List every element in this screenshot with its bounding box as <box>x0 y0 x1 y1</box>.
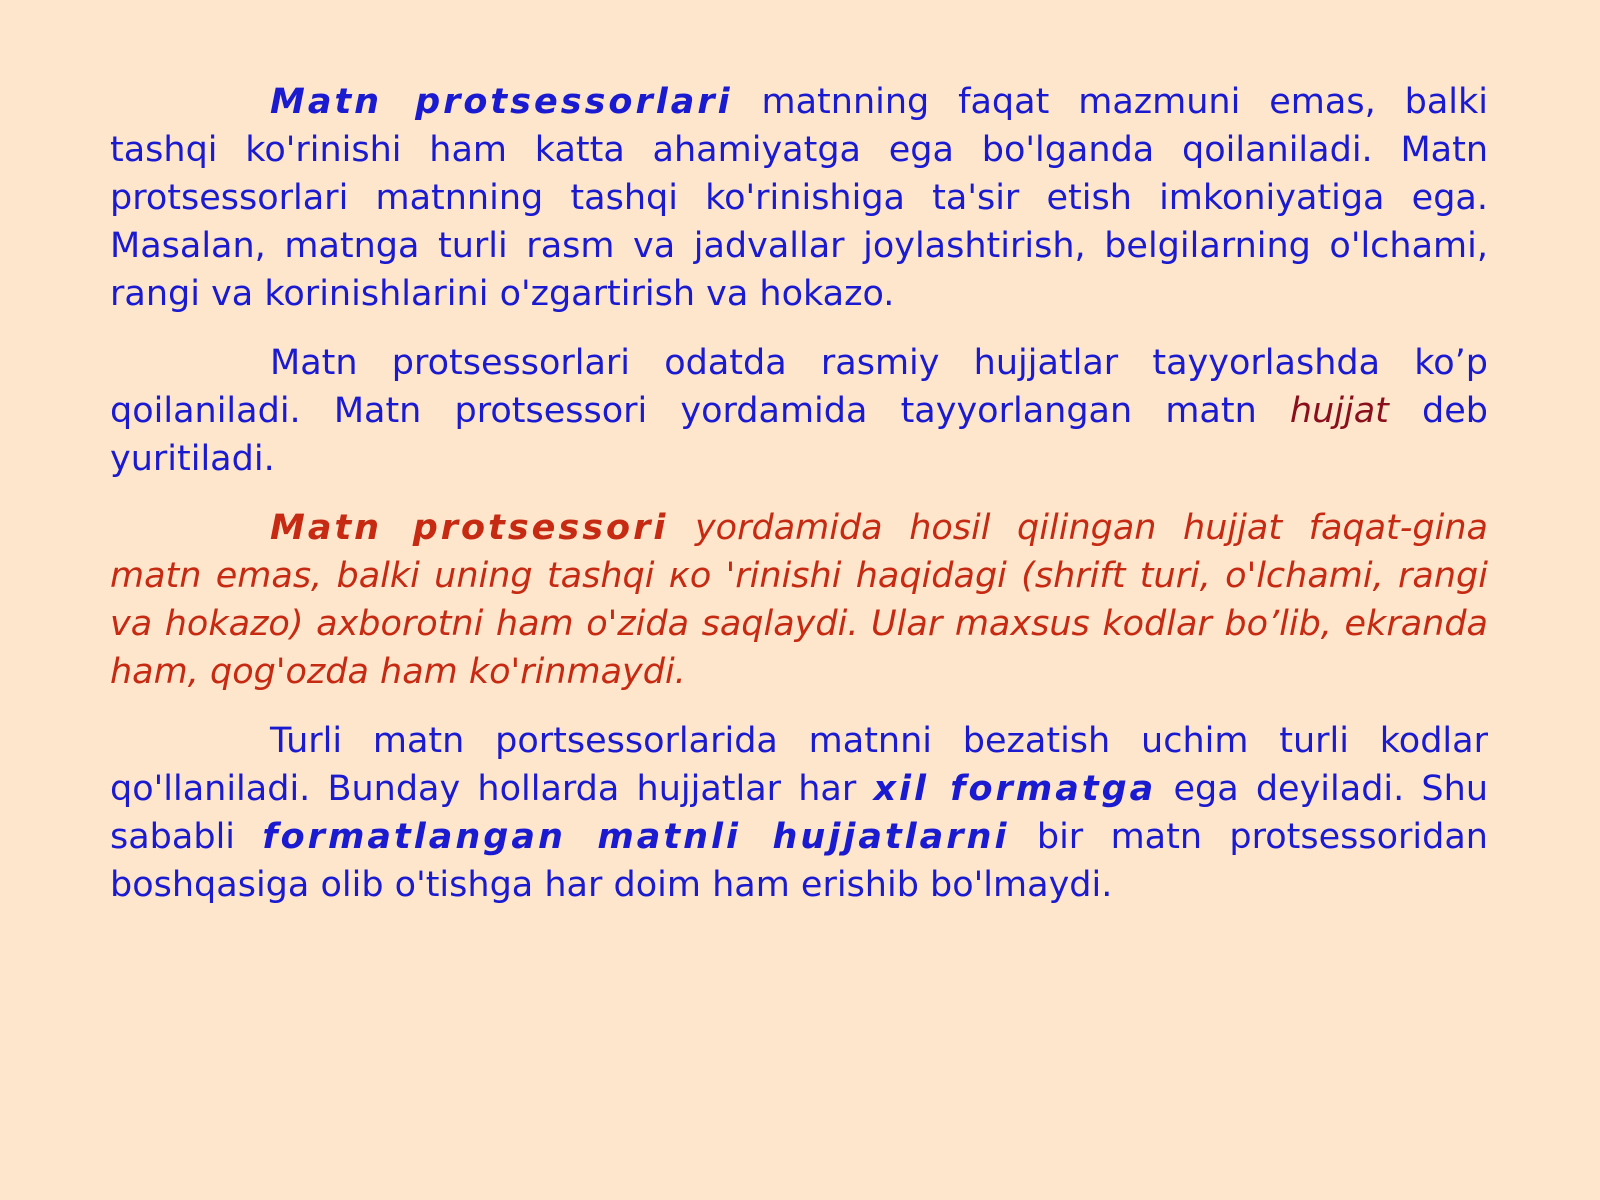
term-matn-protsessorlari: Matn protsessorlari <box>270 82 733 122</box>
paragraph-2 <box>110 339 1488 483</box>
paragraph-4-text-1: Turli matn portsessorlarida matnni bezatish uchim turli kodlar qo'llaniladi. Bunday hollarda hujjatlar har <box>110 721 1488 809</box>
paragraph-3 <box>110 504 1488 696</box>
paragraph-3-text: yordamida hosil qilingan hujjat faqat-gina matn emas, balki uning tashqi ко 'rinishi haqidagi (shrift turi, o'lchami, rangi va hokazo) axborotni ham o'zida saqlaydi. Ular maxsus kodlar bo’lib, ekranda ham, qog'ozda ham ko'rinmaydi. <box>110 508 1488 692</box>
paragraph-4-text-2: ega deyiladi. Shu sababli <box>110 769 1489 857</box>
term-formatlangan-matnli-hujjatlarni: formatlangan matnli hujjatlarni <box>262 817 1010 857</box>
paragraph-1 <box>110 78 1488 318</box>
paragraph-1-text: matnning faqat mazmuni emas, balki tashqi ko'rinishi ham katta ahamiyatga ega bo'lganda qoilaniladi. Matn protsessorlari matnning tashqi ko'rinishiga ta'sir etish imkoniyatiga ega. Masalan, matnga turli rasm va jadvallar joylashtirish, belgilarning o'lchami, rangi va korinishlarini o'zgartirish va hokazo. <box>110 82 1488 314</box>
paragraph-4-text-3: bir matn protsessoridan boshqasiga olib o'tishga har doim ham erishib bo'lmaydi. <box>110 817 1488 905</box>
paragraph-2-text-after: deb yuritiladi. <box>110 391 1488 479</box>
slide-content <box>110 78 1488 930</box>
paragraph-4 <box>110 717 1488 909</box>
term-xil-formatga: xil formatga <box>873 769 1157 809</box>
paragraph-2-text-before: Matn protsessorlari odatda rasmiy hujjatlar tayyorlashda ko’p qoilaniladi. Matn protsessori yordamida tayyorlangan matn <box>110 343 1488 431</box>
term-hujjat: hujjat <box>1289 391 1389 431</box>
term-matn-protsessori: Matn protsessori <box>270 508 669 548</box>
